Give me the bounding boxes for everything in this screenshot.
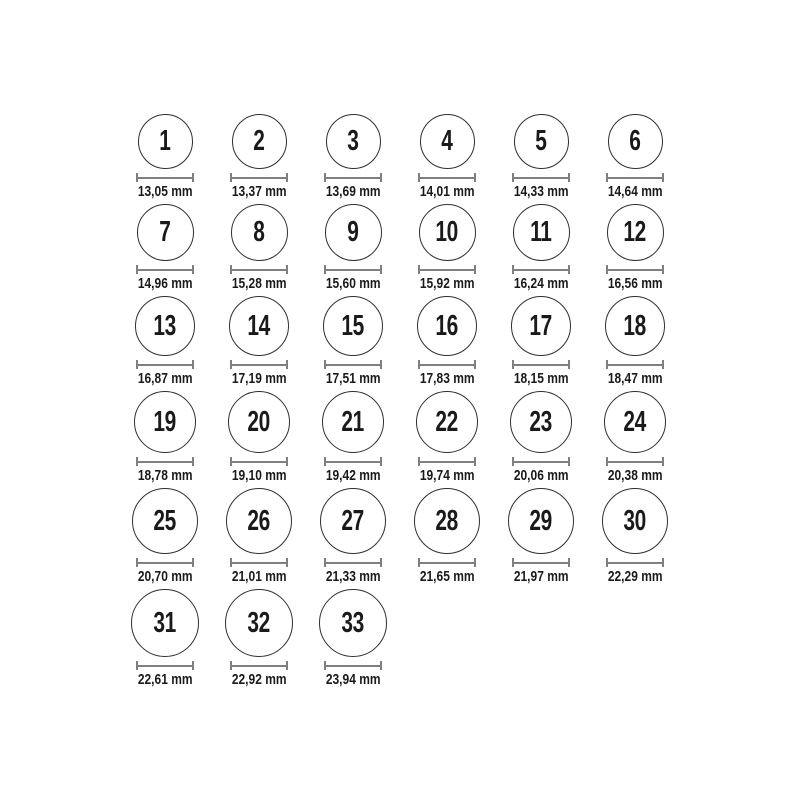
ring-circle	[510, 391, 572, 453]
measure-line	[230, 265, 288, 274]
ring-size-number: 15	[341, 309, 365, 342]
measure-line	[136, 661, 194, 670]
ring-circle	[322, 391, 384, 453]
ring-size-chart	[118, 0, 682, 687]
measure-tick-right	[192, 173, 194, 182]
measure-line	[136, 265, 194, 274]
ring-size-number: 11	[530, 216, 552, 248]
ring-size-cell	[306, 296, 400, 386]
ring-size-cell	[212, 204, 306, 291]
ring-diameter-label: 18,15 mm	[513, 370, 569, 387]
measure-tick-right	[286, 173, 288, 182]
ring-size-cell	[306, 488, 400, 584]
ring-diameter-label: 14,33 mm	[513, 183, 569, 200]
ring-size-cell	[212, 589, 306, 687]
measure-tick-left	[230, 360, 232, 369]
ring-diameter-label: 18,78 mm	[137, 467, 193, 484]
ring-size-number: 23	[529, 405, 553, 438]
ring-size-number: 21	[341, 405, 365, 438]
chart-row	[118, 589, 682, 687]
ring-diameter-label: 18,47 mm	[607, 370, 663, 387]
ring-circle	[131, 589, 199, 657]
ring-diameter-label: 23,94 mm	[325, 671, 381, 688]
measure-tick-left	[324, 457, 326, 466]
ring-diameter-label: 16,24 mm	[513, 275, 569, 292]
ring-size-cell	[494, 114, 588, 199]
ring-diameter-label: 21,33 mm	[325, 568, 381, 585]
ring-diameter-label: 14,96 mm	[137, 275, 193, 292]
measure-line	[324, 265, 382, 274]
ring-size-cell	[400, 204, 494, 291]
measure-tick-left	[136, 558, 138, 567]
ring-diameter-label: 20,70 mm	[137, 568, 193, 585]
ring-size-cell	[588, 488, 682, 584]
ring-circle	[511, 296, 571, 356]
ring-circle	[417, 296, 477, 356]
ring-size-number: 31	[153, 606, 177, 639]
ring-size-number: 14	[247, 309, 271, 342]
measure-line	[324, 558, 382, 567]
ring-size-cell	[494, 296, 588, 386]
ring-size-number: 19	[153, 405, 177, 438]
measure-line	[418, 173, 476, 182]
ring-size-cell	[118, 204, 212, 291]
ring-size-cell	[588, 296, 682, 386]
ring-circle	[325, 204, 382, 261]
measure-tick-left	[230, 265, 232, 274]
measure-line	[324, 173, 382, 182]
ring-size-cell	[306, 391, 400, 483]
measure-line	[606, 457, 664, 466]
ring-diameter-label: 19,42 mm	[325, 467, 381, 484]
ring-diameter-label: 16,56 mm	[607, 275, 663, 292]
chart-row	[118, 391, 682, 483]
ring-size-cell	[588, 391, 682, 483]
measure-line	[136, 360, 194, 369]
ring-circle	[320, 488, 386, 554]
measure-tick-right	[662, 457, 664, 466]
measure-tick-left	[324, 360, 326, 369]
measure-tick-right	[286, 558, 288, 567]
ring-size-cell	[118, 488, 212, 584]
measure-tick-left	[418, 173, 420, 182]
ring-circle	[605, 296, 665, 356]
ring-circle	[134, 391, 196, 453]
ring-circle	[319, 589, 387, 657]
ring-size-number: 4	[441, 125, 453, 157]
measure-line	[606, 265, 664, 274]
ring-diameter-label: 13,37 mm	[231, 183, 287, 200]
ring-size-number: 32	[247, 606, 271, 639]
measure-tick-right	[192, 457, 194, 466]
ring-diameter-label: 15,60 mm	[325, 275, 381, 292]
ring-size-cell	[494, 204, 588, 291]
measure-tick-left	[324, 661, 326, 670]
ring-diameter-label: 15,92 mm	[419, 275, 475, 292]
ring-circle	[137, 204, 194, 261]
ring-circle	[232, 114, 287, 169]
ring-size-cell	[306, 204, 400, 291]
measure-line	[512, 457, 570, 466]
measure-line	[418, 558, 476, 567]
ring-circle	[226, 488, 292, 554]
ring-diameter-label: 17,83 mm	[419, 370, 475, 387]
measure-tick-left	[136, 457, 138, 466]
ring-diameter-label: 14,01 mm	[419, 183, 475, 200]
ring-circle	[604, 391, 666, 453]
ring-size-cell	[494, 391, 588, 483]
measure-line	[230, 173, 288, 182]
ring-diameter-label: 13,69 mm	[325, 183, 381, 200]
measure-tick-right	[568, 173, 570, 182]
measure-tick-left	[606, 173, 608, 182]
measure-tick-left	[136, 360, 138, 369]
measure-tick-left	[324, 558, 326, 567]
measure-tick-right	[474, 457, 476, 466]
measure-tick-right	[380, 558, 382, 567]
measure-tick-left	[418, 360, 420, 369]
measure-tick-left	[512, 360, 514, 369]
ring-circle	[229, 296, 289, 356]
ring-diameter-label: 17,19 mm	[231, 370, 287, 387]
ring-circle	[514, 114, 569, 169]
measure-line	[606, 173, 664, 182]
ring-circle	[513, 204, 570, 261]
measure-tick-right	[474, 360, 476, 369]
measure-tick-left	[230, 457, 232, 466]
ring-size-cell	[212, 391, 306, 483]
ring-size-number: 24	[623, 405, 647, 438]
measure-tick-right	[662, 558, 664, 567]
measure-tick-left	[606, 360, 608, 369]
ring-circle	[416, 391, 478, 453]
measure-line	[324, 360, 382, 369]
measure-line	[418, 457, 476, 466]
ring-size-cell	[494, 488, 588, 584]
ring-size-cell	[118, 114, 212, 199]
ring-size-number: 26	[247, 504, 271, 537]
ring-circle	[323, 296, 383, 356]
measure-tick-left	[324, 265, 326, 274]
ring-diameter-label: 17,51 mm	[325, 370, 381, 387]
ring-size-number: 28	[435, 504, 459, 537]
ring-diameter-label: 22,61 mm	[137, 671, 193, 688]
chart-row	[118, 114, 682, 199]
ring-size-cell	[588, 114, 682, 199]
measure-line	[136, 457, 194, 466]
measure-line	[136, 173, 194, 182]
ring-size-number: 10	[435, 216, 459, 248]
ring-size-number: 9	[347, 216, 359, 248]
measure-line	[606, 558, 664, 567]
measure-tick-right	[380, 360, 382, 369]
ring-size-cell	[212, 296, 306, 386]
ring-size-number: 33	[341, 606, 365, 639]
measure-tick-left	[230, 661, 232, 670]
ring-circle	[228, 391, 290, 453]
ring-circle	[414, 488, 480, 554]
measure-tick-left	[136, 661, 138, 670]
ring-size-number: 1	[159, 125, 171, 157]
ring-diameter-label: 22,29 mm	[607, 568, 663, 585]
measure-tick-left	[418, 265, 420, 274]
ring-size-number: 16	[435, 309, 459, 342]
measure-tick-right	[662, 360, 664, 369]
measure-tick-left	[512, 265, 514, 274]
ring-diameter-label: 21,65 mm	[419, 568, 475, 585]
measure-tick-left	[418, 558, 420, 567]
ring-size-cell	[118, 296, 212, 386]
measure-tick-right	[286, 661, 288, 670]
measure-tick-left	[230, 173, 232, 182]
ring-size-cell	[306, 589, 400, 687]
ring-diameter-label: 16,87 mm	[137, 370, 193, 387]
ring-circle	[231, 204, 288, 261]
measure-tick-left	[606, 265, 608, 274]
ring-diameter-label: 22,92 mm	[231, 671, 287, 688]
measure-tick-left	[418, 457, 420, 466]
measure-tick-right	[286, 360, 288, 369]
ring-diameter-label: 21,01 mm	[231, 568, 287, 585]
ring-size-number: 17	[529, 309, 553, 342]
ring-size-number: 2	[253, 125, 265, 157]
ring-size-cell	[118, 391, 212, 483]
ring-circle	[602, 488, 668, 554]
ring-circle	[135, 296, 195, 356]
measure-tick-right	[474, 173, 476, 182]
ring-size-number: 3	[347, 125, 359, 157]
ring-size-cell	[400, 488, 494, 584]
ring-circle	[608, 114, 663, 169]
ring-size-number: 25	[153, 504, 177, 537]
ring-size-cell	[306, 114, 400, 199]
measure-tick-right	[192, 661, 194, 670]
measure-line	[418, 265, 476, 274]
measure-tick-right	[286, 265, 288, 274]
measure-tick-right	[474, 558, 476, 567]
measure-line	[230, 558, 288, 567]
measure-tick-left	[512, 558, 514, 567]
ring-size-number: 20	[247, 405, 271, 438]
measure-tick-right	[380, 173, 382, 182]
measure-tick-right	[568, 265, 570, 274]
measure-line	[512, 265, 570, 274]
measure-tick-right	[192, 558, 194, 567]
measure-tick-right	[380, 457, 382, 466]
ring-circle	[508, 488, 574, 554]
measure-tick-left	[512, 173, 514, 182]
chart-row	[118, 296, 682, 386]
chart-row	[118, 488, 682, 584]
measure-tick-right	[474, 265, 476, 274]
measure-line	[230, 457, 288, 466]
ring-size-number: 8	[253, 216, 265, 248]
ring-size-number: 6	[629, 125, 641, 157]
measure-tick-right	[568, 360, 570, 369]
ring-diameter-label: 19,74 mm	[419, 467, 475, 484]
ring-diameter-label: 19,10 mm	[231, 467, 287, 484]
ring-circle	[420, 114, 475, 169]
ring-size-cell	[118, 589, 212, 687]
ring-size-cell	[212, 488, 306, 584]
measure-tick-right	[192, 360, 194, 369]
ring-size-number: 22	[435, 405, 459, 438]
measure-tick-left	[324, 173, 326, 182]
ring-size-cell	[212, 114, 306, 199]
ring-size-cell	[400, 296, 494, 386]
ring-size-number: 13	[153, 309, 177, 342]
measure-line	[324, 457, 382, 466]
chart-row	[118, 204, 682, 291]
ring-size-number: 30	[623, 504, 647, 537]
measure-tick-left	[606, 558, 608, 567]
ring-size-cell	[400, 114, 494, 199]
ring-diameter-label: 13,05 mm	[137, 183, 193, 200]
ring-circle	[326, 114, 381, 169]
measure-tick-left	[606, 457, 608, 466]
ring-size-cell	[400, 391, 494, 483]
measure-line	[512, 173, 570, 182]
measure-tick-right	[568, 558, 570, 567]
ring-circle	[607, 204, 664, 261]
ring-size-number: 12	[623, 216, 647, 248]
measure-line	[324, 661, 382, 670]
ring-size-cell	[588, 204, 682, 291]
ring-circle	[419, 204, 476, 261]
measure-line	[418, 360, 476, 369]
measure-tick-left	[136, 173, 138, 182]
ring-size-number: 29	[529, 504, 553, 537]
measure-tick-left	[136, 265, 138, 274]
measure-tick-right	[380, 265, 382, 274]
ring-diameter-label: 14,64 mm	[607, 183, 663, 200]
ring-size-number: 18	[623, 309, 647, 342]
ring-diameter-label: 15,28 mm	[231, 275, 287, 292]
ring-size-number: 27	[341, 504, 365, 537]
measure-line	[512, 360, 570, 369]
measure-tick-right	[192, 265, 194, 274]
measure-tick-right	[286, 457, 288, 466]
ring-circle	[138, 114, 193, 169]
measure-line	[606, 360, 664, 369]
measure-line	[136, 558, 194, 567]
measure-tick-left	[230, 558, 232, 567]
measure-tick-right	[380, 661, 382, 670]
measure-tick-right	[662, 265, 664, 274]
measure-tick-right	[662, 173, 664, 182]
measure-tick-left	[512, 457, 514, 466]
measure-line	[230, 661, 288, 670]
measure-line	[512, 558, 570, 567]
ring-size-number: 7	[159, 216, 171, 248]
ring-diameter-label: 20,38 mm	[607, 467, 663, 484]
ring-diameter-label: 21,97 mm	[513, 568, 569, 585]
ring-circle	[132, 488, 198, 554]
ring-diameter-label: 20,06 mm	[513, 467, 569, 484]
ring-circle	[225, 589, 293, 657]
measure-tick-right	[568, 457, 570, 466]
measure-line	[230, 360, 288, 369]
ring-size-number: 5	[535, 125, 547, 157]
